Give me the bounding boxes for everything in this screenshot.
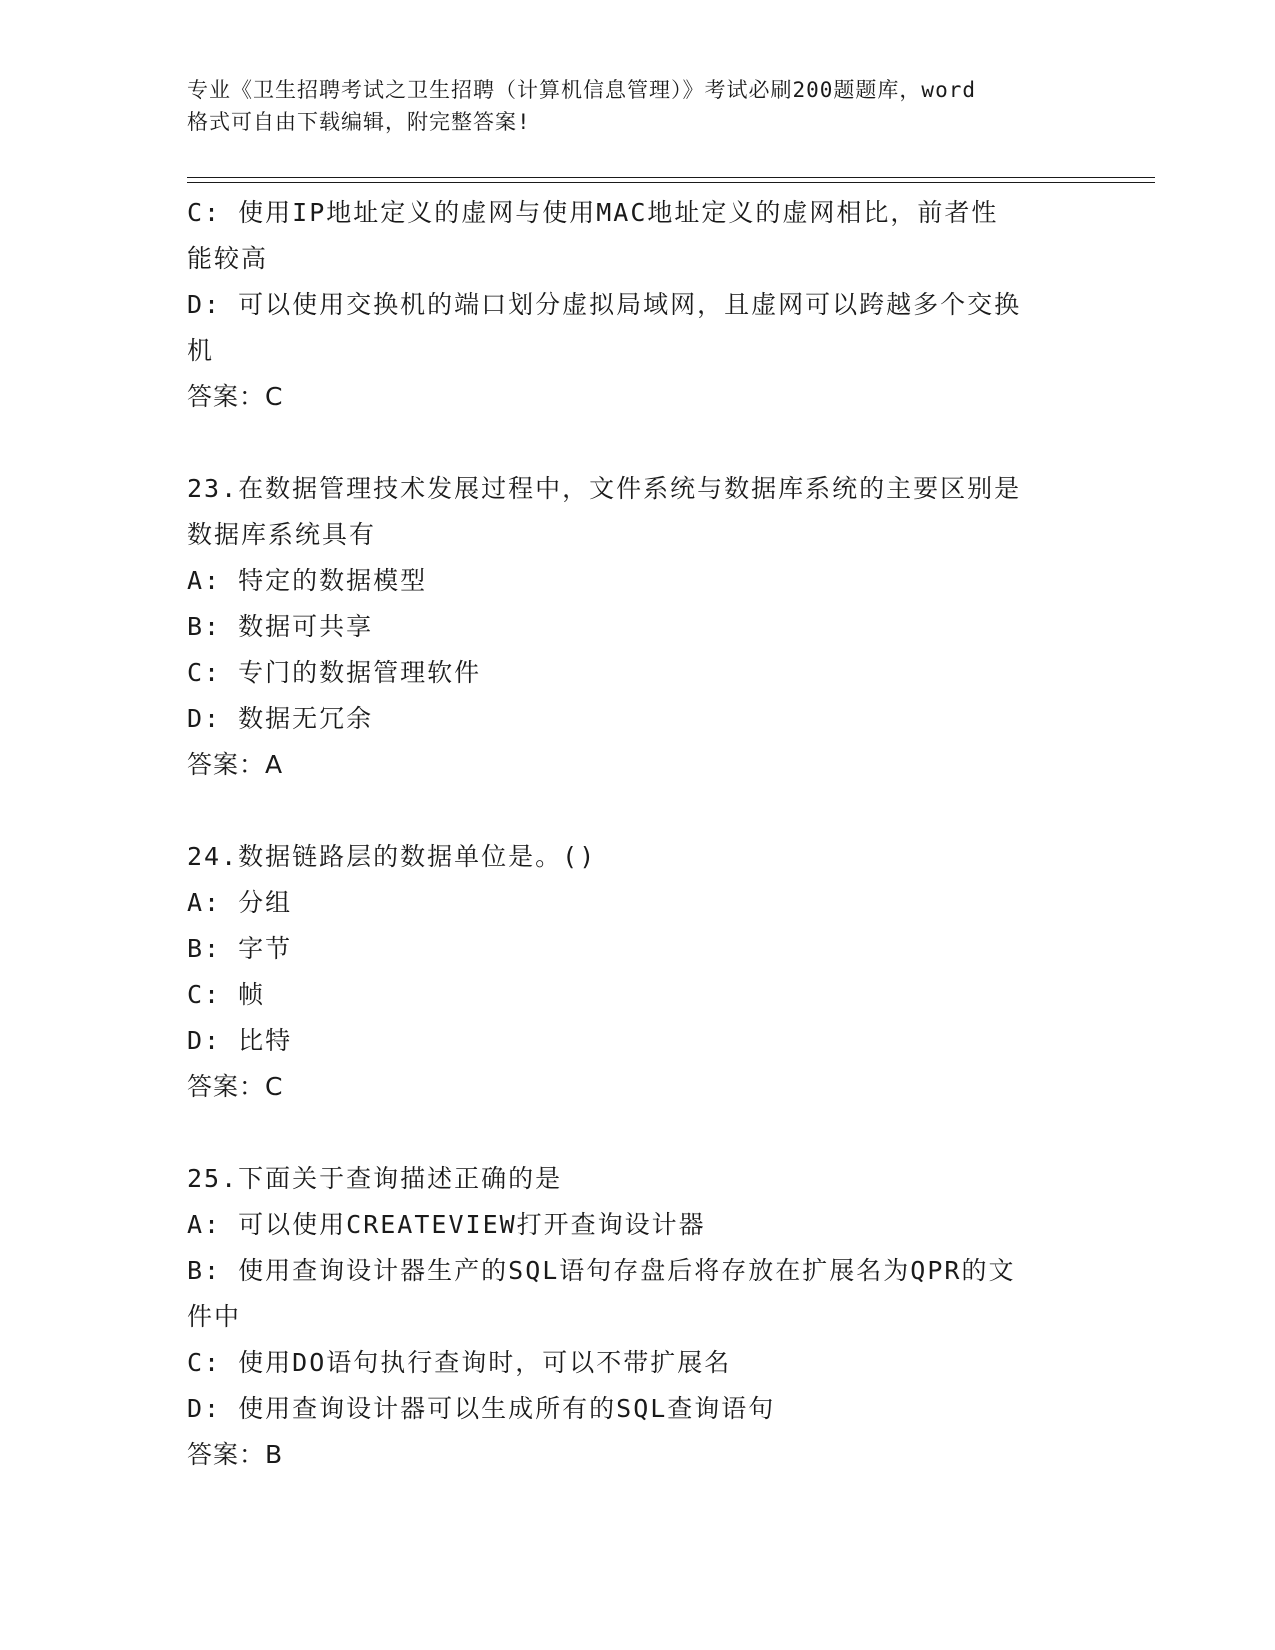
option-b: B: 字节	[187, 934, 293, 963]
option-a: A: 分组	[187, 888, 293, 917]
option-c: C: 使用DO语句执行查询时，可以不带扩展名	[187, 1348, 732, 1377]
header-divider-bottom	[187, 182, 1155, 183]
option-d: D: 比特	[187, 1026, 293, 1055]
answer: 答案：A	[187, 750, 284, 779]
answer: 答案：B	[187, 1440, 284, 1469]
option-b-wrap: 件中	[187, 1302, 242, 1331]
option-b: B: 数据可共享	[187, 612, 374, 641]
question-content	[187, 190, 1087, 1478]
option-c: C: 使用IP地址定义的虚网与使用MAC地址定义的虚网相比，前者性	[187, 198, 999, 227]
spacer	[187, 420, 1087, 466]
header-line-2: 格式可自由下载编辑，附完整答案!	[187, 110, 531, 134]
option-c-wrap: 能较高	[187, 244, 269, 273]
question-stem: 25.下面关于查询描述正确的是	[187, 1164, 563, 1193]
question-stem: 23.在数据管理技术发展过程中，文件系统与数据库系统的主要区别是	[187, 474, 1022, 503]
answer: 答案：C	[187, 382, 284, 411]
question-25	[187, 1156, 1087, 1478]
question-stem: 24.数据链路层的数据单位是。()	[187, 842, 597, 871]
spacer	[187, 788, 1087, 834]
spacer	[187, 1110, 1087, 1156]
document-header	[187, 74, 1087, 138]
header-line-1: 专业《卫生招聘考试之卫生招聘（计算机信息管理）》考试必刷200题题库，word	[187, 78, 976, 102]
option-d: D: 可以使用交换机的端口划分虚拟局域网，且虚网可以跨越多个交换	[187, 290, 1022, 319]
header-divider-top	[187, 177, 1155, 178]
option-d: D: 数据无冗余	[187, 704, 374, 733]
option-a: A: 特定的数据模型	[187, 566, 428, 595]
option-b: B: 使用查询设计器生产的SQL语句存盘后将存放在扩展名为QPR的文	[187, 1256, 1016, 1285]
option-d-wrap: 机	[187, 336, 215, 365]
option-a: A: 可以使用CREATEVIEW打开查询设计器	[187, 1210, 706, 1239]
question-stem-wrap: 数据库系统具有	[187, 520, 377, 549]
option-c: C: 帧	[187, 980, 266, 1009]
answer: 答案：C	[187, 1072, 284, 1101]
option-d: D: 使用查询设计器可以生成所有的SQL查询语句	[187, 1394, 776, 1423]
question-22-continuation	[187, 190, 1087, 420]
question-24	[187, 834, 1087, 1110]
option-c: C: 专门的数据管理软件	[187, 658, 482, 687]
question-23	[187, 466, 1087, 788]
